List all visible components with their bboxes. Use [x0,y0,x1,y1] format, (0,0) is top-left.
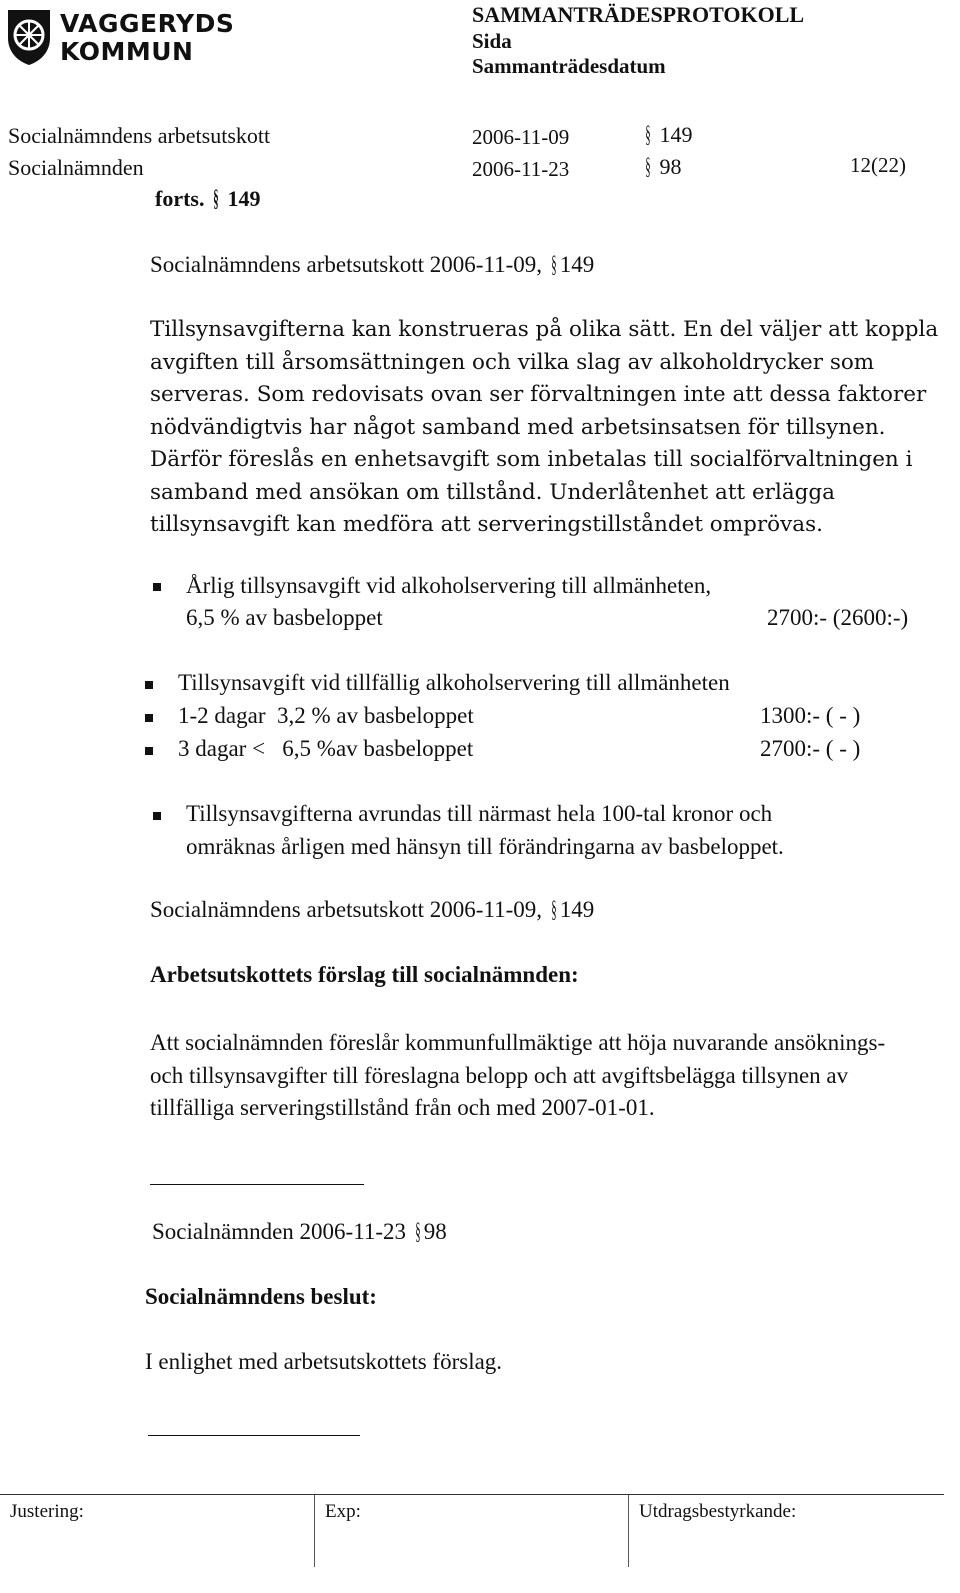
temporary-fee-row-1: 1-2 dagar 3,2 % av basbeloppet [178,703,474,728]
annual-fee-line-2: 6,5 % av basbeloppet [186,605,383,630]
section-sign: § [213,186,219,212]
footer-label-exp: Exp: [325,1501,361,1522]
logo-line-2: KOMMUN [60,37,194,66]
section-sign: § [415,1219,421,1245]
separator-line [150,1184,364,1185]
footer-cell-utdrag [628,1495,944,1567]
section-sign: § [551,252,557,278]
footer-label-justering: Justering: [10,1501,84,1522]
temporary-fee-amount-2: 2700:- ( - ) [760,736,861,761]
bullet-marker [145,714,153,722]
coat-of-arms-icon [6,8,52,66]
meta-paragraph-1 [642,122,693,149]
signature-footer [0,1494,944,1567]
annual-fee-line-1: Årlig tillsynsavgift vid alkoholservering till allmänheten, [186,573,712,598]
section-ref-3 [152,1219,447,1246]
decision-text: I enlighet med arbetsutskottets förslag. [145,1349,503,1374]
meta-paragraph-number-1: 149 [659,122,693,147]
meta-date-1: 2006-11-09 [472,125,570,149]
meta-paragraph-number-2: 98 [659,154,682,179]
section-ref-2 [150,897,594,924]
forts-paragraph: 149 [227,186,261,211]
section-ref-1-text: Socialnämndens arbetsutskott 2006-11-09, [150,252,542,277]
footer-cell-justering [0,1495,314,1567]
proposal-paragraph: Att socialnämnden föreslår kommunfullmäktige att höja nuvarande ansöknings- och tillsynsavgifter till föreslagna belopp och att avgiftsbelägga tillsynen av tillfälliga serveringstillstånd från och med 2007-01-01. [150,1030,886,1120]
proposal-heading: Arbetsutskottets förslag till socialnämnden: [150,962,579,987]
decision-heading: Socialnämndens beslut: [145,1284,377,1309]
bullet-marker [145,681,153,689]
meta-body-1: Socialnämndens arbetsutskott [8,123,271,148]
document-type: SAMMANTRÄDESPROTOKOLL [472,2,805,27]
date-label: Sammanträdesdatum [472,54,666,78]
municipality-logo [6,8,246,68]
bullet-marker [145,747,153,755]
meta-paragraph-2 [642,154,682,181]
annual-fee-amount: 2700:- (2600:-) [767,605,909,630]
section-ref-1 [150,252,594,279]
section-ref-2-paragraph: 149 [559,897,595,922]
section-ref-1-paragraph: 149 [559,252,595,277]
page-number: 12(22) [850,153,906,177]
section-ref-3-text: Socialnämnden 2006-11-23 [152,1219,407,1244]
rounding-line-1: Tillsynsavgifterna avrundas till närmast hela 100-tal kronor och [186,801,773,826]
temporary-fee-row-2: 3 dagar < 6,5 %av basbeloppet [178,736,474,761]
bullet-marker [153,812,161,820]
section-ref-3-paragraph: 98 [423,1219,447,1244]
footer-label-utdrag: Utdragsbestyrkande: [639,1501,797,1522]
rounding-line-2: omräknas årligen med hänsyn till förändringarna av basbeloppet. [186,834,784,859]
continuation-label [155,186,260,213]
temporary-fee-amount-1: 1300:- ( - ) [760,703,861,728]
separator-line [148,1435,360,1436]
section-ref-2-text: Socialnämndens arbetsutskott 2006-11-09, [150,897,542,922]
temporary-fee-title: Tillsynsavgift vid tillfällig alkoholservering till allmänheten [178,670,730,695]
section-sign: § [551,897,557,923]
section-sign: § [645,122,651,148]
forts-text: forts. [155,186,205,211]
meta-date-2: 2006-11-23 [472,157,570,181]
bullet-marker [153,583,161,591]
section-sign: § [645,154,651,180]
meta-body-2: Socialnämnden [8,155,144,180]
footer-cell-exp [314,1495,629,1567]
fee-description-paragraph: Tillsynsavgifterna kan konstrueras på olika sätt. En del väljer att koppla avgiften till årsomsättningen och vilka slag av alkoholdrycker som serveras. Som redovisats ovan ser förvaltningen inte att dessa faktorer nödvändigtvis har något samband med arbetsinsatsen för tillsynen. Därför föreslås en enhetsavgift som inbetalas till socialförvaltningen i samband med ansökan om tillstånd. Underlåtenhet att erlägga tillsynsavgift kan medföra att serveringstillståndet omprövas. [150,317,939,537]
logo-line-1: VAGGERYDS [60,9,235,38]
page-label: Sida [472,29,512,53]
